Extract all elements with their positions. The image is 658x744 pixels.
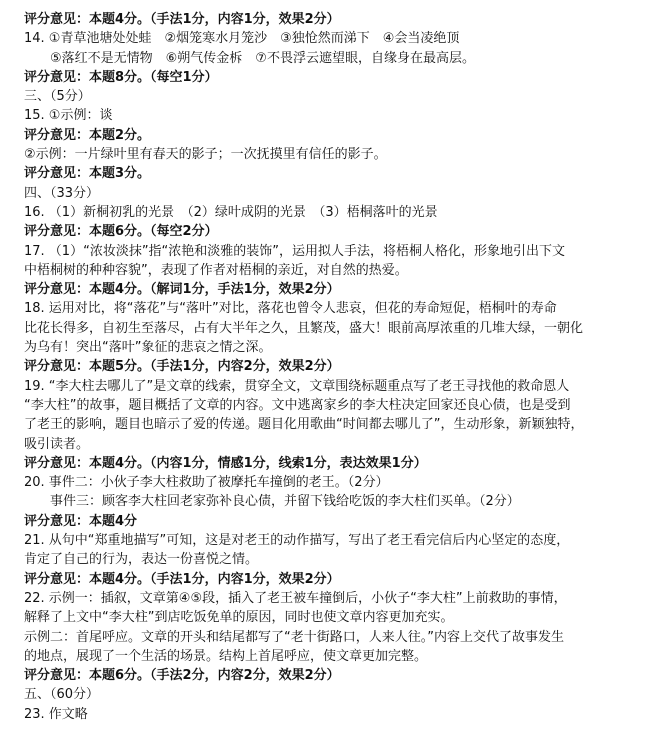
- answer-text-line: 五、（60分）: [24, 687, 100, 703]
- grading-note-line: 评分意见：本题4分。（解词1分，手法1分，效果2分）: [24, 282, 340, 298]
- grading-note-line: 评分意见：本题6分。（手法2分，内容2分，效果2分）: [24, 668, 340, 684]
- answer-text-line: 23. 作文略: [24, 706, 88, 722]
- answer-text-line: 16. （1）新桐初乳的光景 （2）绿叶成阴的光景 （3）梧桐落叶的光景: [24, 204, 438, 220]
- answer-text-line: “李大柱”的故事，题目概括了文章的内容。文中逃离家乡的李大柱决定回家还良心债，也是受到: [24, 397, 571, 413]
- grading-note-line: 评分意见：本题6分。（每空2分）: [24, 224, 218, 240]
- answer-text-line: 为乌有！突出“落叶”象征的悲哀之情之深。: [24, 340, 272, 356]
- answer-text-line: 中梧桐树的种种容貌”，表现了作者对梧桐的亲近，对自然的热爱。: [24, 262, 408, 278]
- answer-text-line: 18. 运用对比，将“落花”与“落叶”对比，落花也曾令人悲哀，但花的寿命短促，梧桐叶的寿命: [24, 301, 557, 317]
- answer-text-line: 15. ①示例：谈: [24, 108, 113, 124]
- answer-text-line: 了老王的影响，题目也暗示了爱的传递。题目化用歌曲“时间都去哪儿了”，生动形象，新颖独特，: [24, 417, 584, 433]
- answer-text-line: 17. （1）“浓妆淡抹”指“浓艳和淡雅的装饰”，运用拟人手法，将梧桐人格化，形象地引出下文: [24, 243, 566, 259]
- answer-text-line: 21. 从句中“郑重地描写”可知，这是对老王的动作描写，写出了老王看完信后内心坚定的态度，: [24, 533, 570, 549]
- answer-text-line: 22. 示例一：插叙，文章第④⑤段，插入了老王被车撞倒后，小伙子“李大柱”上前救助的事情，: [24, 590, 567, 606]
- answer-text-line: 的地点，展现了一个生活的场景。结构上首尾呼应，使文章更加完整。: [24, 648, 428, 664]
- answer-text-line: 三、（5分）: [24, 89, 91, 105]
- answer-text-line: 事件三：顾客李大柱回老家弥补良心债，并留下钱给吃饭的李大柱们买单。（2分）: [50, 494, 520, 510]
- answer-text-line: 19. “李大柱去哪儿了”是文章的线索，贯穿全文，文章围绕标题重点写了老王寻找他的救命恩人: [24, 378, 570, 394]
- answer-text-line: 14. ①青草池塘处处蛙 ②烟笼寒水月笼沙 ③独怆然而涕下 ④会当凌绝顶: [24, 31, 460, 47]
- answer-text-line: 肯定了自己的行为，表达一份喜悦之情。: [24, 552, 259, 568]
- grading-note-line: 评分意见：本题3分。: [24, 166, 151, 182]
- grading-note-line: 评分意见：本题8分。（每空1分）: [24, 69, 218, 85]
- answer-key-document: [24, 10, 636, 724]
- grading-note-line: 评分意见：本题4分。（手法1分，内容1分，效果2分）: [24, 571, 340, 587]
- answer-text-line: 比花长得多，自初生至落尽，占有大半年之久，且繁茂，盛大！眼前高厚浓重的几堆大绿，一朝化: [24, 320, 584, 336]
- answer-text-line: ②示例：一片绿叶里有春天的影子；一次抚摸里有信任的影子。: [24, 147, 387, 163]
- grading-note-line: 评分意见：本题4分。（内容1分，情感1分，线索1分，表达效果1分）: [24, 455, 427, 471]
- grading-note-line: 评分意见：本题2分。: [24, 127, 151, 143]
- answer-text-line: 吸引读者。: [24, 436, 90, 452]
- grading-note-line: 评分意见：本题4分。（手法1分，内容1分，效果2分）: [24, 12, 340, 27]
- grading-note-line: 评分意见：本题5分。（手法1分，内容2分，效果2分）: [24, 359, 340, 375]
- answer-text-line: ⑤落红不是无情物 ⑥朔气传金柝 ⑦不畏浮云遮望眼，自缘身在最高层。: [50, 50, 475, 66]
- grading-note-line: 评分意见：本题4分: [24, 513, 138, 529]
- answer-text-line: 20. 事件二：小伙子李大柱救助了被摩托车撞倒的老王。（2分）: [24, 475, 389, 491]
- answer-text-line: 示例二：首尾呼应。文章的开头和结尾都写了“老十街路口，人来人往。”内容上交代了故事发生: [24, 629, 564, 645]
- answer-text-line: 四、（33分）: [24, 185, 100, 201]
- answer-text-line: 解释了上文中“李大柱”到店吃饭免单的原因，同时也使文章内容更加充实。: [24, 610, 454, 626]
